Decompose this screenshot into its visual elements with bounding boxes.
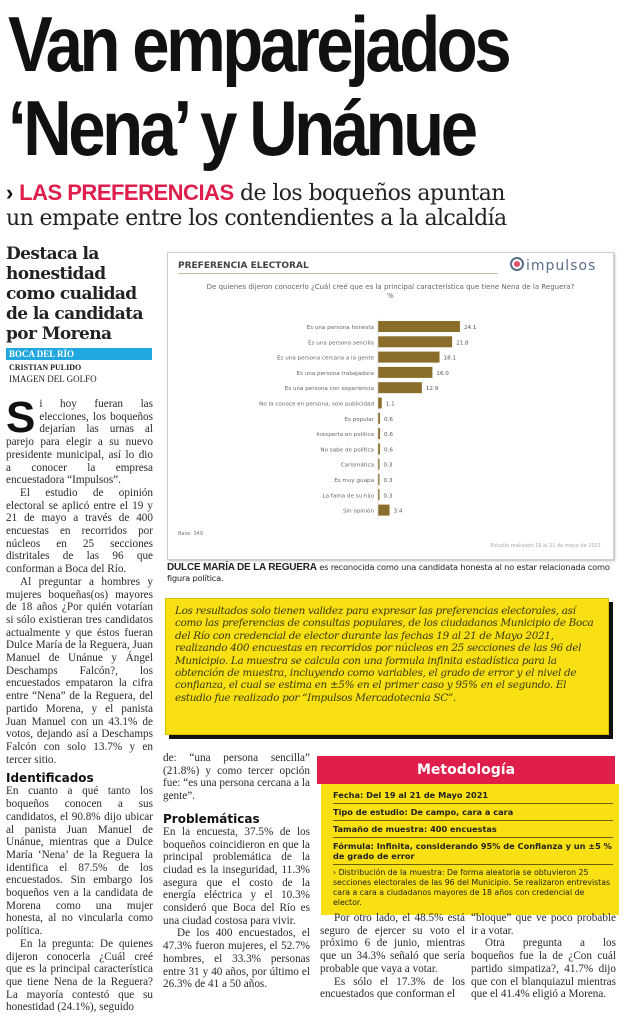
bar [378, 428, 380, 439]
deck-text-1: de los boqueños apuntan [233, 181, 505, 206]
value-label: 12.9 [425, 386, 439, 393]
category-label: Carismática [340, 462, 374, 469]
section-heading-identificados: Identificados [6, 771, 94, 786]
chart-base: Base: 349 [178, 531, 203, 537]
bar [378, 367, 432, 378]
methodology-body [321, 784, 619, 915]
subhead: Destaca la honestidad como cualidad de la candidata por Morena [6, 244, 143, 344]
chart-subtitle: % [387, 292, 394, 300]
category-label: No sabe de política [320, 447, 374, 454]
bar [378, 398, 382, 409]
value-label: 16.0 [436, 370, 449, 377]
value-label: 21.8 [456, 340, 469, 347]
bar [378, 413, 380, 424]
paragraph: “bloque” que ve poco probable ir a votar. [471, 912, 616, 937]
article-column-4 [471, 912, 616, 1001]
methodology-row: Tipo de estudio: De campo, cara a cara [333, 804, 613, 821]
category-label: No la conoce en persona, solo publicidad [259, 401, 374, 408]
logo-text: impulsos [526, 258, 597, 274]
byline: CRISTIAN PULIDO [9, 363, 82, 372]
paragraph: de: “una persona sencilla” (21.8%) y como tercer opción fue: “es una persona cercana a la gente”. [163, 752, 310, 803]
value-label: 1.1 [385, 401, 395, 408]
deck-lead: LAS PREFERENCIAS [19, 180, 234, 205]
methodology-row: Fecha: Del 19 al 21 de Mayo 2021 [333, 787, 613, 804]
headline [8, 2, 537, 170]
deck [6, 180, 621, 231]
methodology-row: Tamaño de muestra: 400 encuestas [333, 821, 613, 838]
article-column-3 [320, 912, 465, 1001]
methodology-title: Metodología [317, 756, 615, 784]
headline-line-2: ‘Nena’ y Unánue [8, 84, 475, 172]
value-label: 0.3 [383, 478, 393, 484]
category-label: Es una persona trabajadora [296, 370, 374, 377]
paragraph: Por otro lado, el 48.5% está seguro de ejercer su voto el próximo 6 de junio, mientras que un 34.3% señaló que sería probable que vaya a votar. [320, 912, 465, 975]
paragraph: En la pregunta: De quienes dijeron conocerla ¿Cuál creé que es la principal característica que tiene Nena de la Reguera? La mayoría contestó que su honestidad (24.1%), seguido [6, 937, 153, 1014]
methodology-row: › Distribución de la muestra: De forma aleatoria se obtuvieron 25 secciones electorales de las 96 del Municipio. Se realizaron entrevistas cara a cara a ciudadanos mayores de 18 años con credencial de elector. [333, 868, 611, 907]
headline-line-1: Van emparejados [8, 0, 509, 88]
paragraph: En la encuesta, 37.5% de los boqueños coincidieron en que la principal problemática de la ciudad es la inseguridad, 11.3% asegura que el costo de la energía eléctrica y el 10.3% consideró que Boca del Río es una ciudad costosa para vivir. [163, 825, 310, 927]
paragraph: De los 400 encuestados, el 47.3% fueron mujeres, el 52.7% hombres, el 33.3% personas entre 31 y 40 años, por último el 26.3% de 41 a 50 años. [163, 927, 310, 991]
disclaimer-text: Los resultados solo tienen validez para expresar las preferencias electorales, así como las preferencias de consultas populares, de los ciudadanos Municipio de Boca del Río con credencial de elector durante las fechas 19 al 21 de Mayo 2021, realizando 400 encuestas en recorridos por núcleos en 25 secciones de las 96 del Municipio. La muestra se calcula con una formula infinita estadística para la obtención de muestra, incluyendo como variables, el grado de error y el nivel de confianza, el cual se estima en ±5% en el primer caso y 95% en el segundo. El estudio fue realizado por “Impulsos Mercadotecnia SC”. [175, 605, 594, 704]
value-label: 0.6 [384, 432, 393, 439]
paragraph: El estudio de opinión electoral se aplicó entre el 19 y 21 de mayo a través de 400 encuestas en recorridos por núcleos en 25 secciones distritales de las 96 que conforman a Boca del Río. [6, 486, 153, 576]
logo-circle-icon [510, 257, 524, 271]
paragraph: i hoy fueran las elecciones, los boqueños dejarían las urnas al parejo para elegir a su nuevo presidente municipal, así lo dio a conocer la empresa encuestadora “Impulsos”. [6, 398, 153, 487]
methodology-box [317, 756, 615, 915]
value-label: 0.3 [383, 493, 393, 500]
chart-panel [167, 252, 614, 560]
value-label: 0.6 [384, 416, 393, 423]
category-label: Sin opinión [342, 508, 374, 515]
article-column-2 [163, 752, 310, 991]
category-label: Es una persona cercana a la gente [277, 355, 374, 362]
dropcap: S [6, 393, 36, 442]
category-label: La fama de su hijo [322, 493, 374, 500]
bar [378, 443, 380, 454]
chart-header-rule [178, 273, 498, 274]
caption-text: es reconocida como una candidata honesta al no estar relacionada como figura política. [167, 562, 610, 583]
category-label: Es una persona con experiencia [284, 386, 374, 393]
section-heading-problematicas: Problemáticas [163, 811, 260, 826]
chart-caption [167, 562, 617, 584]
paragraph: Al preguntar a hombres y mujeres boqueñas(os) mayores de 18 años ¿Por quién votarían si sólo existieran tres candidatos actualmente y que éstos fueran Dulce María de la Reguera, Juan Manuel de Unánue y Ángel Deschamps Falcón?, los encuestados empataron la cifra entre “Nena” de la Reguera, del partido Morena, y el panista Juan Manuel con un 43.1% de votos, dejando así a Deschamps Falcón con solo 13.7% y en tercer sitio. [6, 575, 153, 766]
bar [378, 336, 452, 347]
source: IMAGEN DEL GOLFO [9, 374, 97, 384]
category-label: Inexperta en política [316, 432, 374, 439]
chart-title: De quienes dijeron conocerlo ¿Cuál creé que es la principal característica que tiene Nena de la Reguera? [206, 283, 575, 291]
impulsos-logo [510, 257, 596, 274]
category-label: Es una persona sencilla [308, 340, 374, 347]
value-label: 0.6 [384, 447, 393, 454]
bar [378, 382, 422, 393]
value-label: 24.1 [463, 325, 477, 331]
bar-chart [168, 317, 613, 527]
chevron-right-icon: › [6, 180, 13, 205]
chart-header: PREFERENCIA ELECTORAL [178, 261, 309, 271]
value-label: 0.3 [383, 462, 393, 469]
paragraph: Otra pregunta a los boqueños fue la de ¿Con cuál partido simpatiza?, 41.7% dijo que con el blanquiazul mientras que el 41.4% eligió a Morena. [471, 937, 616, 1001]
value-label: 18.1 [443, 355, 457, 362]
methodology-row: Fórmula: Infinita, considerando 95% de Confianza y un ±5 % de grado de error [333, 838, 613, 865]
bar [378, 505, 390, 516]
deck-text-2: un empate entre los contendientes a la alcaldía [6, 206, 507, 231]
disclaimer-box [165, 598, 609, 735]
category-label: Es una persona honesta [306, 325, 374, 331]
caption-name: DULCE MARÍA DE LA REGUERA [167, 562, 317, 573]
article-column-1 [6, 393, 153, 1014]
paragraph: Es sólo el 17.3% de los encuestados que conforman el [320, 975, 465, 1001]
section-tag: BOCA DEL RÍO [6, 348, 152, 360]
category-label: Es popular [344, 416, 374, 423]
value-label: 3.4 [393, 508, 403, 515]
chart-question [188, 283, 593, 301]
chart-footnote: Estudio realizado 19 al 21 de mayo de 2021 [490, 543, 601, 549]
paragraph: En cuanto a qué tanto los boqueños conocen a sus candidatos, el 90.8% dijo ubicar al panista Juan Manuel de Unánue, mientras que a Dulce María ‘Nena’ de la Reguera la identifica el 87.5% de los encuestados. Sin embargo los boqueños ven a la candidata de Morena como una mujer honesta, al no vincularla como política. [6, 785, 153, 938]
bar [378, 352, 440, 363]
bar [378, 321, 460, 332]
category-label: Es muy guapa [334, 478, 374, 484]
